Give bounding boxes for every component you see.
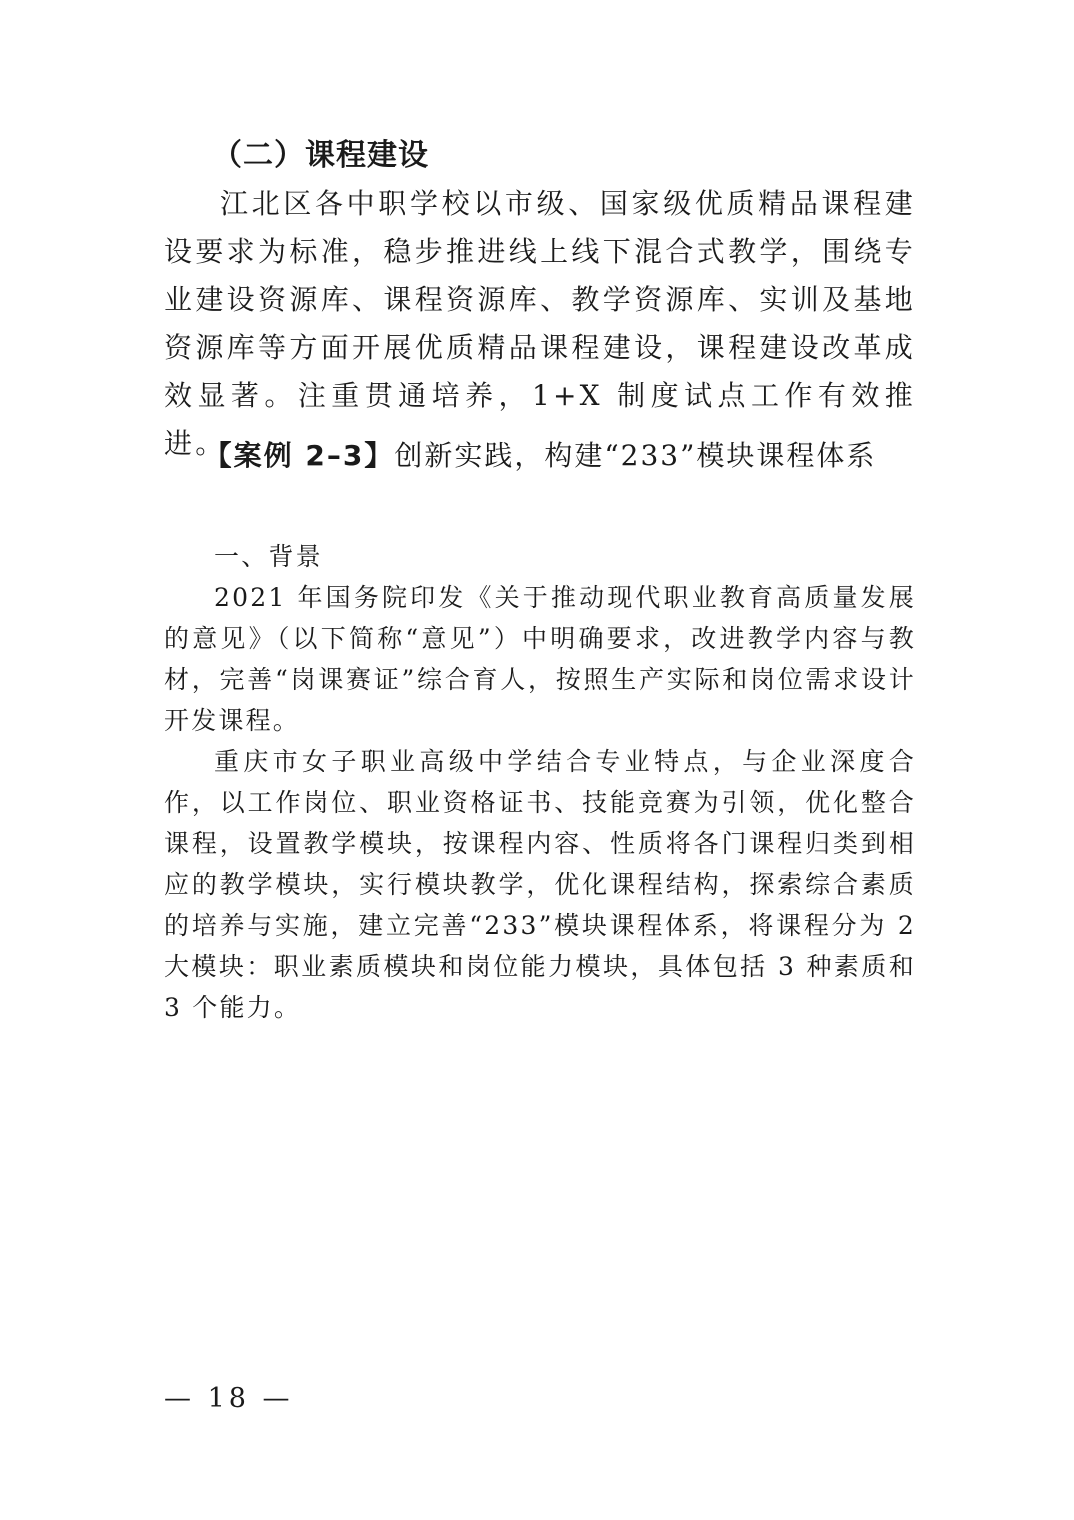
case-label: 【案例 2–3】 xyxy=(203,439,395,472)
section-heading: （二）课程建设 xyxy=(212,138,429,173)
page-number: — 18 — xyxy=(164,1383,294,1414)
case-paragraph-2: 重庆市女子职业高级中学结合专业特点，与企业深度合作，以工作岗位、职业资格证书、技能竞赛为引领，优化整合课程，设置教学模块，按课程内容、性质将各门课程归类到相应的教学模块，实行模块教学，优化课程结构，探索综合素质的培养与实施，建立完善“233”模块课程体系，将课程分为 2 大模块：职业素质模块和岗位能力模块，具体包括 3 种素质和 3 个能力。 xyxy=(164,747,916,1022)
case-subheading: 一、背景 xyxy=(214,542,323,571)
case-paragraph-1: 2021 年国务院印发《关于推动现代职业教育高质量发展的意见》（以下简称“意见”）中明确要求，改进教学内容与教材，完善“岗课赛证”综合育人，按照生产实际和岗位需求设计开发课程。 xyxy=(164,583,916,735)
section-body xyxy=(164,180,916,468)
case-body xyxy=(164,536,916,1028)
section-paragraph: 江北区各中职学校以市级、国家级优质精品课程建设要求为标准，稳步推进线上线下混合式教学，围绕专业建设资源库、课程资源库、教学资源库、实训及基地资源库等方面开展优质精品课程建设，课程建设改革成效显著。注重贯通培养，1+X 制度试点工作有效推进。 xyxy=(164,187,916,460)
case-title-text: 创新实践，构建“233”模块课程体系 xyxy=(394,439,877,472)
case-title xyxy=(164,436,916,476)
